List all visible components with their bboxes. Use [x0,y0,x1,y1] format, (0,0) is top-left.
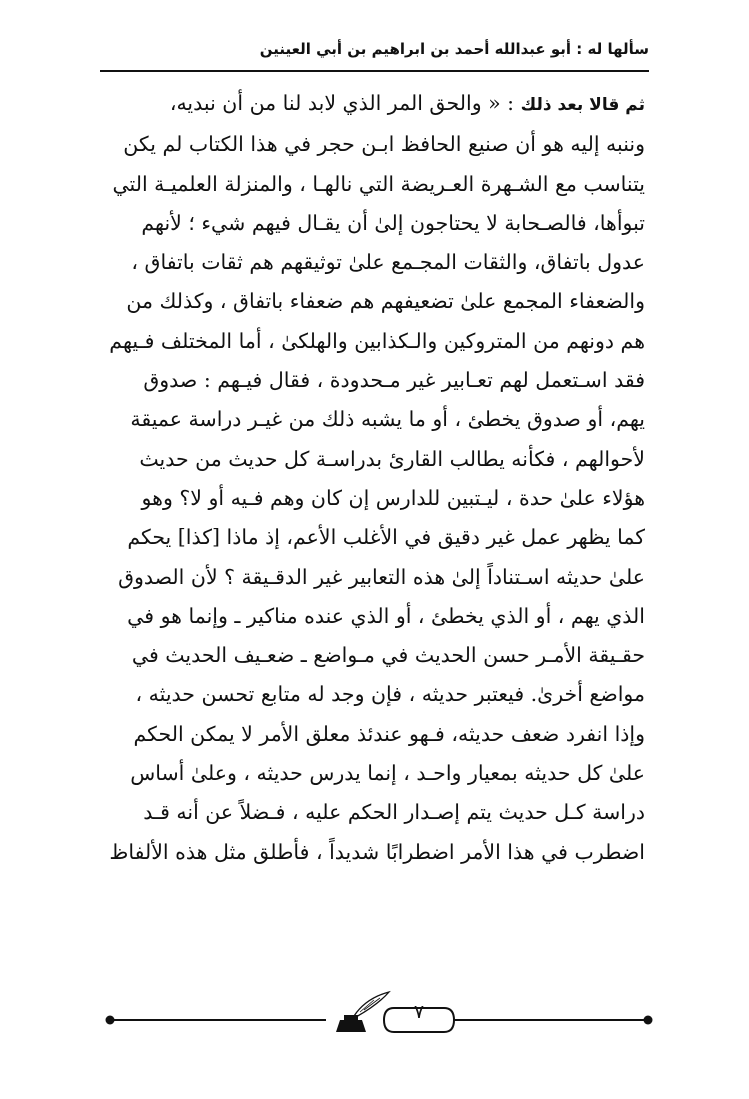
footer-right-dot [644,1016,653,1025]
body-line: كما يظهر عمل غير دقيق في الأغلب الأعم، إذ ماذا [كذا] يحكم [127,525,645,550]
body-line: الذي يهم ، أو الذي يخطئ ، أو الذي عنده مناكير ـ وإنما هو في [127,603,645,628]
body-line: حقـيقة الأمـر حسن الحديث في مـواضع ـ ضعـيف الحديث في [131,643,645,668]
body-line: لأحوالهم ، فكأنه يطالب القارئ بدراسـة كل حديث من حديث [139,446,645,471]
body-line: عدول باتفاق، والثقات المجـمع علىٰ توثيقهم هم ثقات باتفاق ، [131,250,645,275]
body-line: علىٰ حديثه اسـتناداً إلىٰ هذه التعابير غير الدقـيقة ؟ لأن الصدوق [118,564,645,589]
body-line: وننبه إليه هو أن صنيع الحافظ ابـن حجر في هذا الكتاب لم يكن [123,132,645,157]
page-footer [104,990,654,1045]
body-line-text: : « والحق المر الذي لابد لنا من أن نبديه، [169,91,521,115]
body-line: دراسة كـل حديث يتم إصـدار الحكم عليه ، فـضلاً عن أنه قـد [143,800,645,825]
body-text [104,84,645,872]
body-line: يتناسب مع الشـهرة العـريضة التي نالهـا ، والمنزلة العلميـة التي [112,171,645,196]
body-line: تبوأها، فالصـحابة لا يحتاجون إلىٰ أن يقـال فيهم شيء ؛ لأنهم [141,210,645,235]
lead-phrase: ثم قالا بعد ذلك [520,95,645,115]
page-number: ٧ [413,1001,425,1023]
body-line: مواضع أخرىٰ. فيعتبر حديثه ، فإن وجد له متابع تحسن حديثه ، [135,682,645,707]
body-line: هم دونهم من المتروكين والـكذابين والهلكىٰ ، أما المختلف فـيهم [109,328,645,353]
body-line: فقد اسـتعمل لهم تعـابير غير مـحدودة ، فقال فيـهم : صدوق [143,368,645,393]
body-line: يهم، أو صدوق يخطئ ، أو ما يشبه ذلك من غيـر دراسة عميقة [130,407,645,432]
body-line: والضعفاء المجمع علىٰ تضعيفهم هم ضعفاء باتفاق ، وكذلك من [126,289,645,314]
header-rule [100,70,649,72]
body-line [104,84,645,125]
body-line: هؤلاء علىٰ حدة ، ليـتبين للدارس إن كان وهم فـيه أو لا؟ وهو [141,485,645,510]
body-line: اضطرب في هذا الأمر اضطرابًا شديداً ، فأطلق مثل هذه الألفاظ [109,839,645,864]
running-header: سألها له : أبو عبدالله أحمد بن ابراهيم بن أبي العينين [259,40,649,58]
footer-ornament [104,990,654,1045]
inkwell-quill-icon [336,992,389,1032]
body-line: علىٰ كل حديثه بمعيار واحـد ، إنما يدرس حديثه ، وعلىٰ أساس [130,761,645,786]
body-line: وإذا انفرد ضعف حديثه، فـهو عندئذ معلق الأمر لا يمكن الحكم [133,721,645,746]
